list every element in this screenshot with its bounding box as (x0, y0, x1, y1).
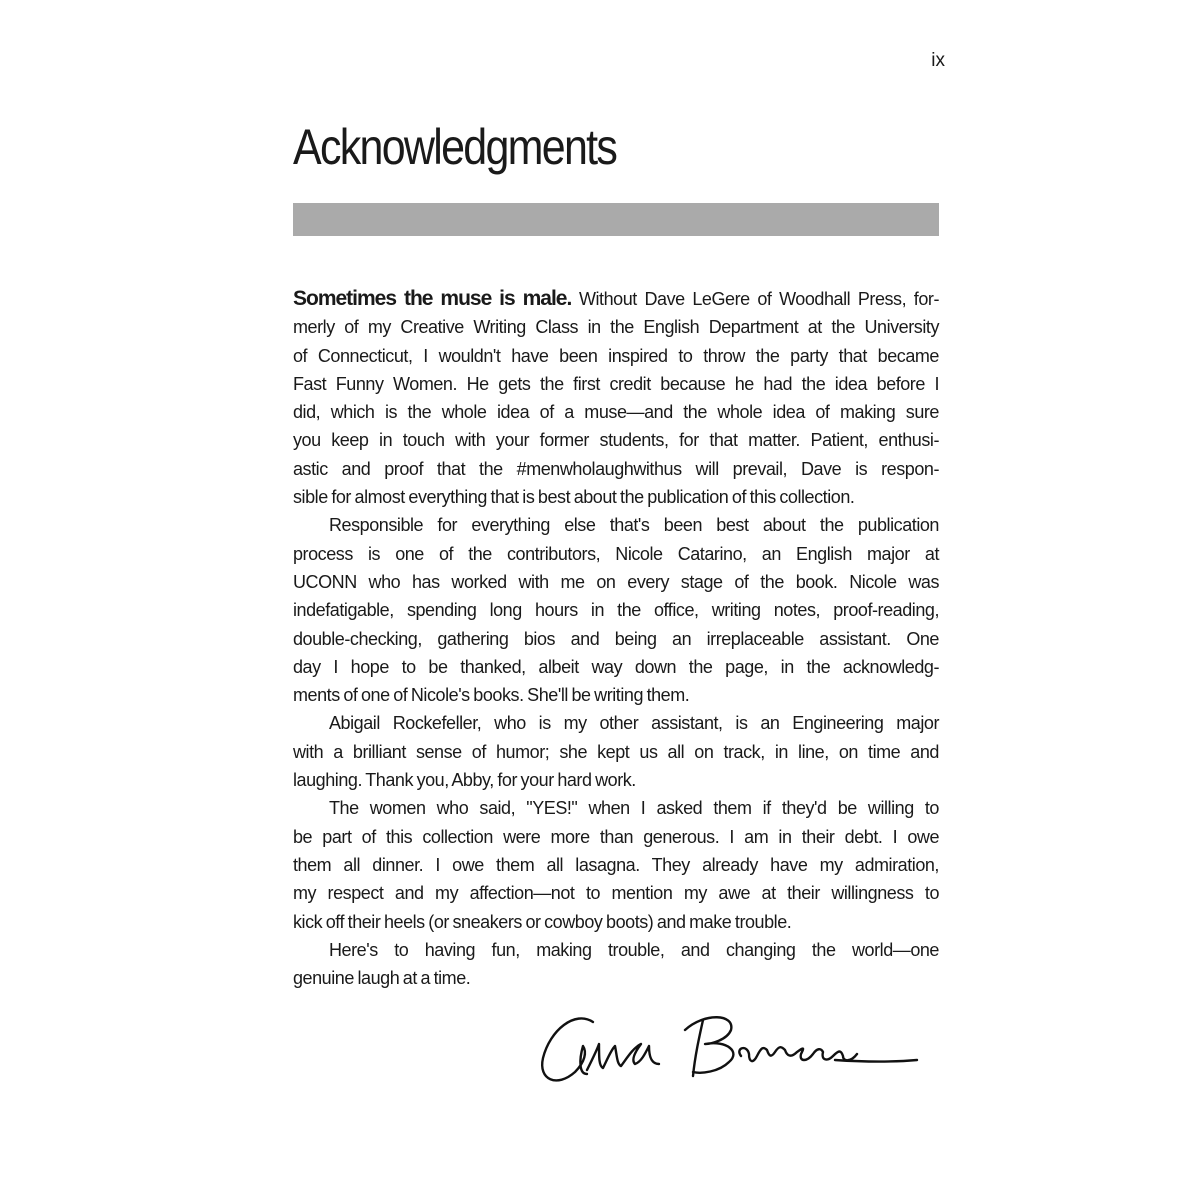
body-line-text: astic and proof that the #menwholaughwithus will prevail, Dave is respon- (293, 458, 939, 479)
body-line-text: indefatigable, spending long hours in the office, writing notes, proof-reading, (293, 600, 939, 621)
body-line-text: them all dinner. I owe them all lasagna. They already have my admiration, (293, 854, 939, 875)
signature-stroke-flourish (835, 1060, 917, 1062)
body-line (293, 596, 939, 624)
body-line (293, 766, 939, 794)
body-line-text: laughing. Thank you, Abby, for your hard work. (293, 770, 636, 791)
body-line-text: genuine laugh at a time. (293, 968, 471, 989)
body-line-text: you keep in touch with your former students, for that matter. Patient, enthusi- (293, 430, 939, 451)
body-line-text: be part of this collection were more than generous. I am in their debt. I owe (293, 826, 939, 847)
body-line (293, 568, 939, 596)
body-line (293, 653, 939, 681)
body-line (293, 370, 939, 398)
body-line-text: Abigail Rockefeller, who is my other assistant, is an Engineering major (329, 713, 939, 734)
body-line (293, 313, 939, 341)
body-line (293, 709, 939, 737)
body-line-text: UCONN who has worked with me on every stage of the book. Nicole was (293, 571, 939, 592)
body-line (293, 625, 939, 653)
body-line (293, 681, 939, 709)
body-line-text: of Connecticut, I wouldn't have been inspired to throw the party that became (293, 345, 939, 366)
signature-stroke-b (685, 1017, 733, 1076)
body-line-text: double-checking, gathering bios and being an irreplaceable assistant. One (293, 628, 939, 649)
body-line-text: process is one of the contributors, Nicole Catarino, an English major at (293, 543, 939, 564)
body-line-text: sible for almost everything that is best about the publication of this collection. (293, 487, 855, 508)
body-line (293, 823, 939, 851)
body-line (293, 738, 939, 766)
body-line (293, 540, 939, 568)
body-line (293, 794, 939, 822)
body-line-text: The women who said, "YES!" when I asked them if they'd be willing to (329, 798, 939, 819)
title-rule-bar (293, 203, 939, 236)
body-line (293, 908, 939, 936)
body-line (293, 851, 939, 879)
body-line-text: day I hope to be thanked, albeit way down the page, in the acknowledg- (293, 656, 939, 677)
body-line-text: with a brilliant sense of humor; she kept us all on track, in line, on time and (293, 741, 939, 762)
signature-stroke-arreca (739, 1047, 857, 1061)
signature-stroke-g (542, 1018, 593, 1080)
body-line (293, 285, 939, 313)
body-line (293, 964, 939, 992)
body-line-text: did, which is the whole idea of a muse—and the whole idea of making sure (293, 402, 939, 423)
body-line (293, 426, 939, 454)
body-line (293, 936, 939, 964)
signature (535, 1000, 925, 1095)
body-line (293, 455, 939, 483)
body-line (293, 483, 939, 511)
lead-in-phrase: Sometimes the muse is male. (293, 287, 572, 310)
signature-stroke-ina (587, 1044, 659, 1070)
body-line (293, 342, 939, 370)
acknowledgments-body (293, 285, 939, 992)
body-line-text: my respect and my affection—not to mention my awe at their willingness to (293, 883, 939, 904)
body-line-text: Fast Funny Women. He gets the first credit because he had the idea before I (293, 373, 939, 394)
body-line (293, 511, 939, 539)
body-line-text: ments of one of Nicole's books. She'll be writing them. (293, 685, 690, 706)
body-line-text: Without Dave LeGere of Woodhall Press, for- (571, 289, 939, 309)
page-number: ix (931, 50, 945, 71)
body-line-text: Here's to having fun, making trouble, and changing the world—one (329, 939, 939, 960)
body-line (293, 398, 939, 426)
body-line (293, 879, 939, 907)
page-title: Acknowledgments (293, 119, 617, 175)
body-line-text: Responsible for everything else that's been best about the publication (329, 515, 939, 536)
body-line-text: merly of my Creative Writing Class in the English Department at the University (293, 317, 939, 338)
body-line-text: kick off their heels (or sneakers or cowboy boots) and make trouble. (293, 911, 792, 932)
